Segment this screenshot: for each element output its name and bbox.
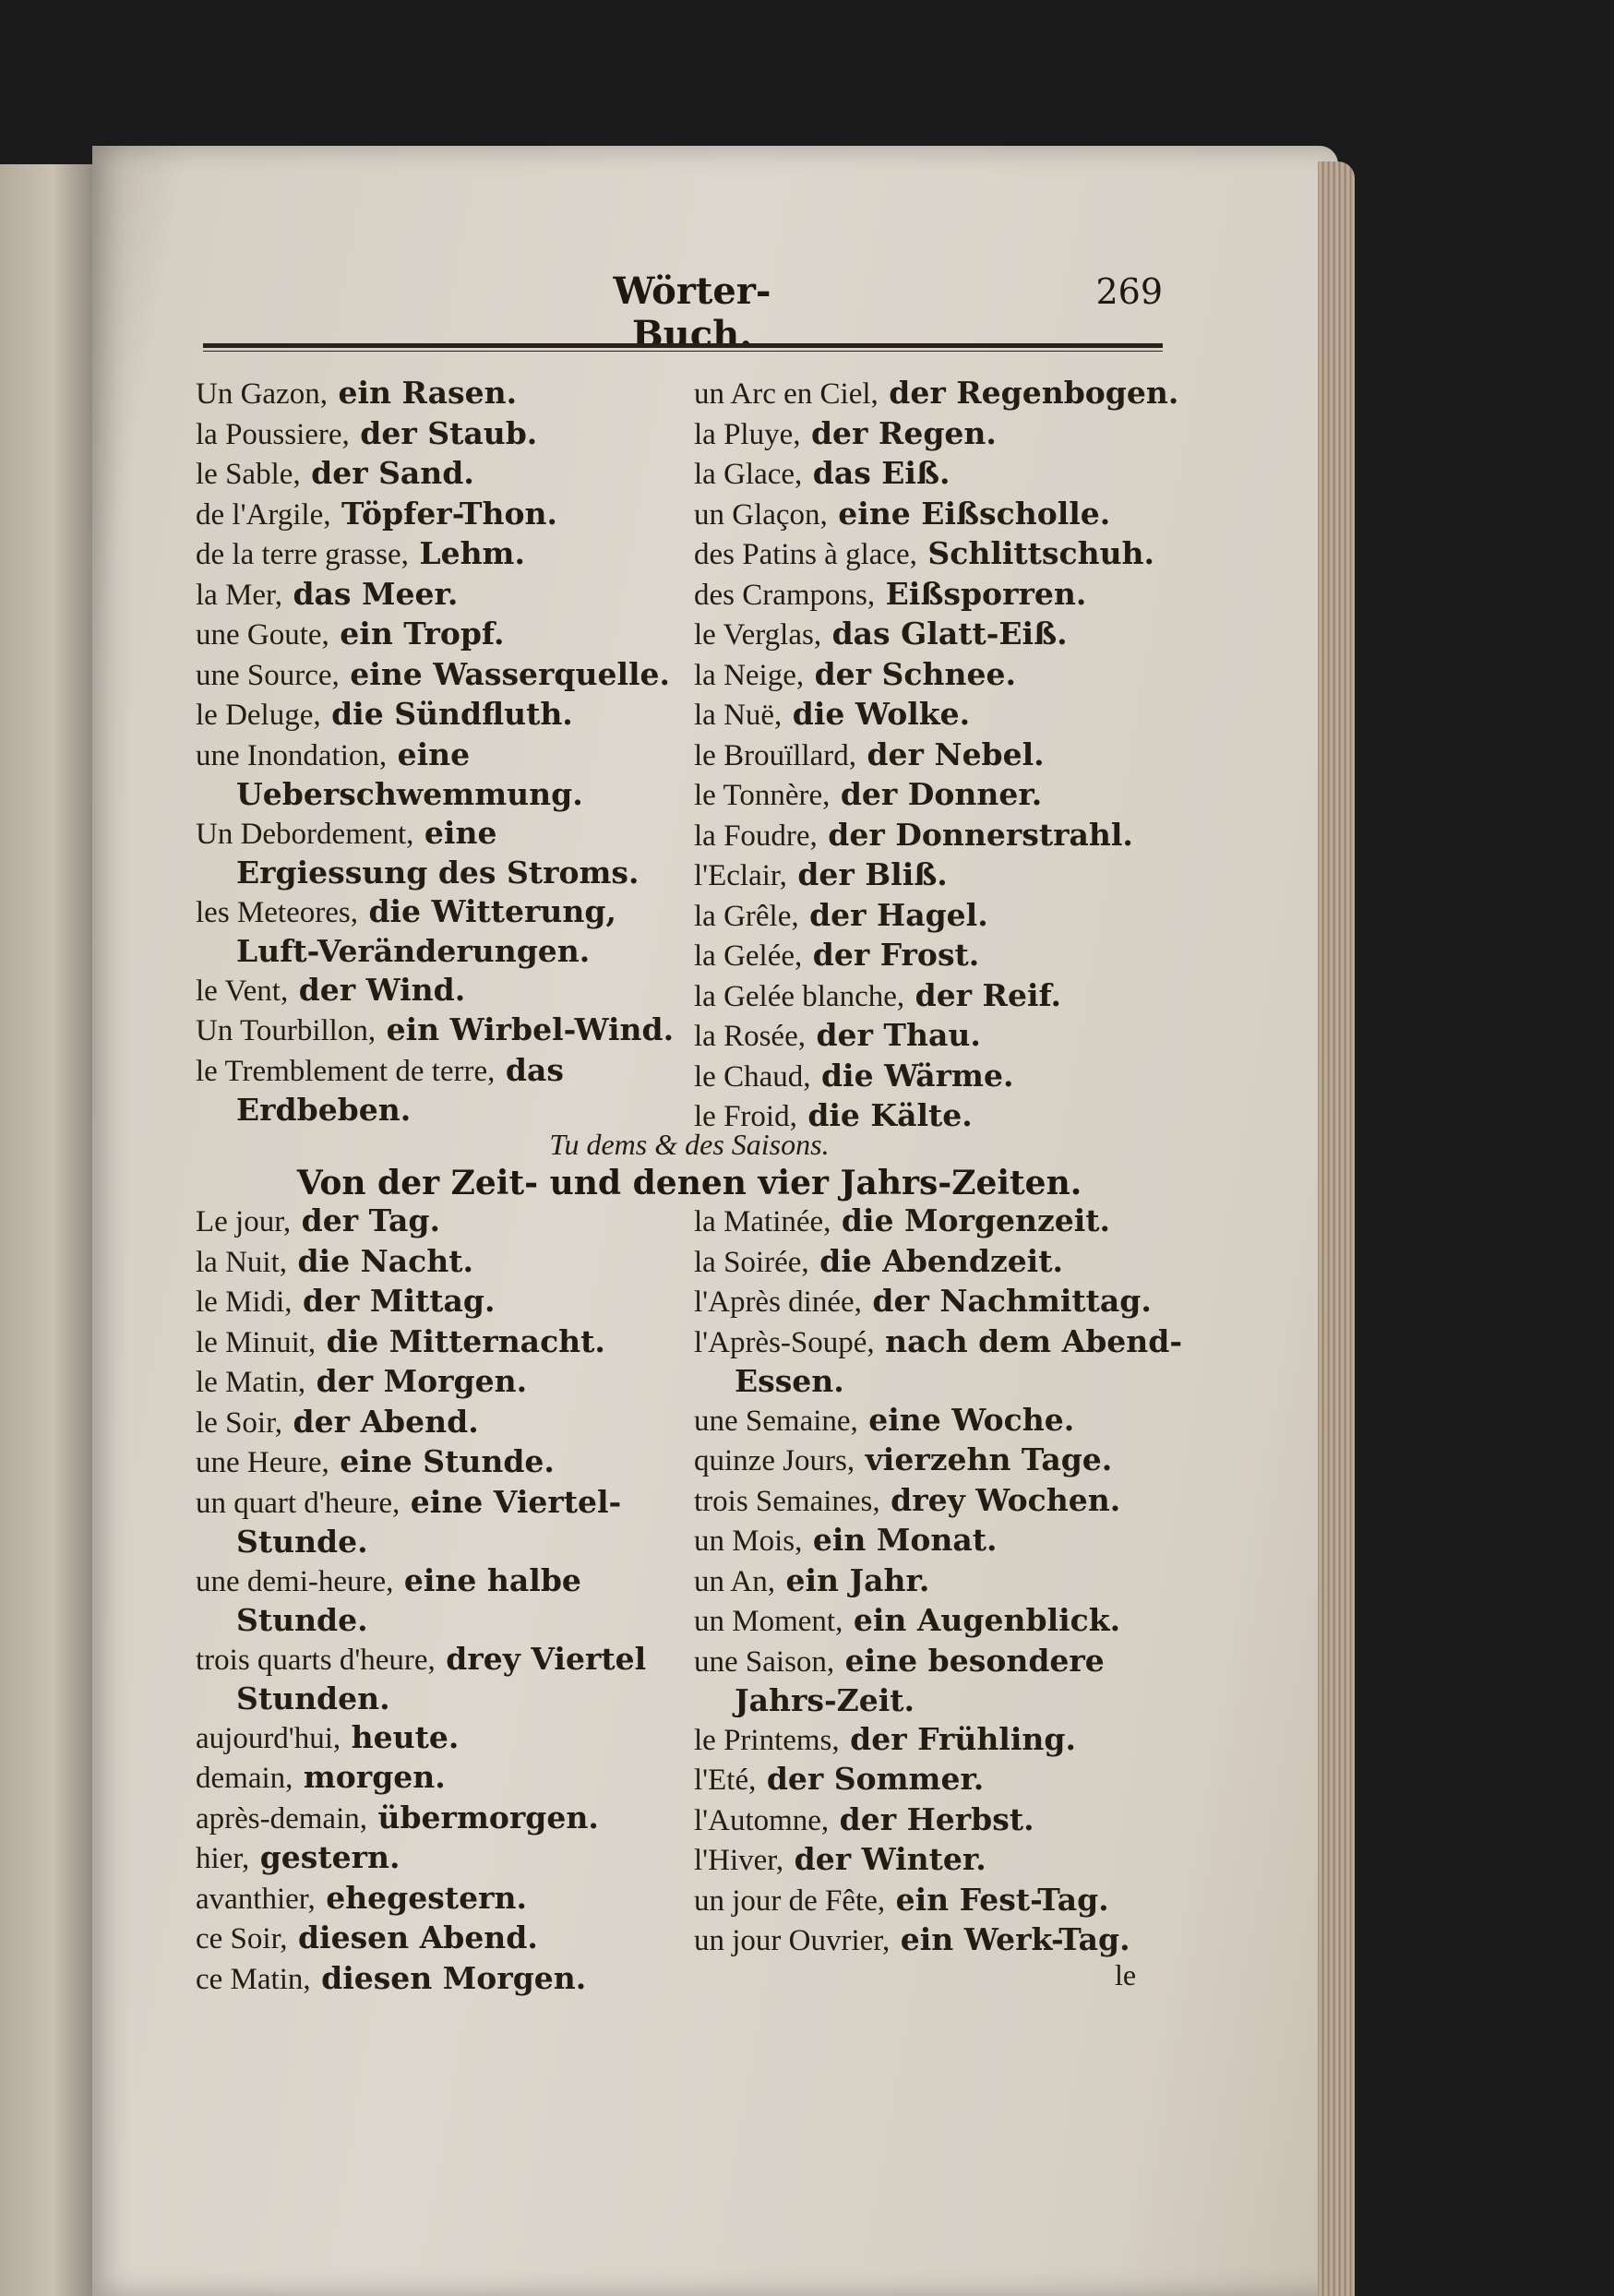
dictionary-entry [694,1920,1183,1961]
german-term: Schlittschuh. [916,535,1155,571]
german-term: das Erdbeben. [236,1051,564,1128]
french-term: la Gelée blanche, [694,979,905,1013]
french-term: une Saison, [694,1644,835,1679]
french-term: trois quarts d'heure, [196,1643,436,1677]
german-term: ein Rasen. [327,375,518,411]
french-term: la Matinée, [694,1205,831,1238]
french-term: la Neige, [694,658,805,692]
german-term: die Abendzeit. [808,1242,1063,1279]
french-term: l'Eté, [694,1764,757,1797]
german-term: morgen. [293,1759,446,1795]
german-term: der Morgen. [305,1363,528,1399]
french-term: Le jour, [196,1205,292,1238]
french-term: les Meteores, [196,895,358,929]
french-term: le Minuit, [196,1325,317,1359]
german-term: der Herbst. [829,1800,1034,1837]
dictionary-entry [694,855,1183,896]
dictionary-entry [694,1202,1183,1242]
french-term: une Source, [196,658,340,692]
german-term: eine halbe Stunde. [236,1561,581,1638]
dictionary-entry [694,414,1183,455]
dictionary-entry [694,575,1183,616]
section-title-german: Von der Zeit- und denen vier Jahrs-Zeiten. [296,1164,1082,1202]
french-term: une Goute, [196,618,329,652]
french-term: la Soirée, [694,1245,809,1279]
french-term: un Mois, [694,1525,803,1558]
dictionary-entry [196,414,675,455]
dictionary-entry [694,1642,1183,1720]
dictionary-entry [694,1441,1183,1481]
dictionary-entry [694,1401,1183,1441]
german-term: eine Stunde. [329,1443,555,1479]
french-term: un Glaçon, [694,497,828,532]
dictionary-entry [694,1481,1183,1522]
dictionary-entry [196,655,675,696]
german-term: der Frost. [802,937,980,973]
german-term: die Witterung, Luft-Veränderungen. [236,892,616,969]
running-header [185,269,1163,356]
french-term: l'Hiver, [694,1844,784,1877]
german-term: eine Viertel-Stunde. [236,1483,622,1560]
german-term: eine besondere Jahrs-Zeit. [735,1642,1105,1718]
german-term: Eißsporren. [875,575,1087,612]
german-term: der Nachmittag. [861,1283,1152,1319]
dictionary-entry [196,1959,675,2000]
french-term: un An, [694,1564,776,1598]
french-term: hier, [196,1842,250,1875]
french-term: de l'Argile, [196,497,331,532]
catchword: le [1115,1958,1137,1991]
french-term: un Moment, [694,1605,843,1638]
german-term: die Kälte. [796,1097,973,1133]
german-term: die Wolke. [782,696,971,732]
dictionary-entry [196,1442,675,1483]
dictionary-entry [196,1202,675,1242]
french-term: la Foudre, [694,819,818,853]
german-term: Töpfer-Thon. [330,495,557,532]
german-term: der Winter. [783,1841,986,1877]
french-term: ce Soir, [196,1922,288,1955]
dictionary-entry [196,1879,675,1919]
dictionary-entry [694,1561,1183,1602]
french-term: la Mer, [196,578,282,612]
french-term: une Semaine, [694,1404,858,1438]
french-term: la Pluye, [694,417,801,451]
dictionary-entry [196,1718,675,1759]
dictionary-entry [694,775,1183,816]
french-term: une demi-heure, [196,1564,394,1598]
french-term: la Poussiere, [196,417,350,451]
german-term: der Reif. [904,976,1062,1013]
french-term: la Glace, [694,458,803,491]
german-term: drey Wochen. [879,1481,1121,1518]
french-term: la Gelée, [694,939,803,973]
french-term: Un Gazon, [196,377,328,411]
french-term: quinze Jours, [694,1444,855,1477]
german-term: der Regen. [800,414,997,451]
dictionary-entry [694,1881,1183,1921]
dictionary-entry [196,1242,675,1283]
running-title: Wörter-Buch. [613,269,771,356]
french-term: un jour Ouvrier, [694,1924,891,1957]
german-term: die Wärme. [810,1057,1014,1094]
dictionary-entry [694,534,1183,575]
french-term: un jour de Fête, [694,1883,886,1918]
german-term: gestern. [249,1839,401,1875]
german-term: der Thau. [805,1017,981,1053]
right-column-time [694,1202,1183,1961]
facing-page-edge [0,164,96,2296]
dictionary-entry [196,1799,675,1839]
french-term: une Inondation, [196,738,388,772]
german-term: der Hagel. [798,896,988,933]
french-term: des Patins à glace, [694,538,917,571]
french-term: le Printems, [694,1723,840,1757]
dictionary-entry [694,1521,1183,1561]
dictionary-entry [694,1840,1183,1881]
dictionary-entry [694,615,1183,655]
dictionary-entry [694,454,1183,495]
german-term: ein Augenblick. [843,1602,1121,1638]
dictionary-entry [694,1720,1183,1761]
dictionary-entry [196,1362,675,1403]
dictionary-entry [694,1016,1183,1057]
french-term: demain, [196,1762,293,1795]
left-column-weather [196,374,675,1130]
french-term: un Arc en Ciel, [694,377,879,411]
german-term: drey Viertel Stunden. [236,1640,647,1716]
page-number: 269 [1095,271,1163,312]
french-term: aujourd'hui, [196,1721,341,1755]
german-term: der Abend. [282,1403,479,1440]
german-term: die Nacht. [286,1242,473,1279]
page-stack-edge [1318,161,1355,2296]
german-term: ein Jahr. [775,1561,930,1598]
dictionary-entry [196,1838,675,1879]
german-term: eine Wasserquelle. [339,655,671,692]
french-term: la Nuë, [694,699,783,732]
dictionary-entry [196,1919,675,1959]
german-term: ein Monat. [802,1522,998,1558]
german-term: eine Ueberschwemmung. [236,735,583,812]
french-term: le Deluge, [196,699,321,732]
french-term: un quart d'heure, [196,1486,401,1520]
german-term: der Frühling. [839,1720,1076,1757]
dictionary-entry [196,1561,675,1640]
dictionary-entry [694,1760,1183,1800]
dictionary-entry [196,1403,675,1443]
german-term: ein Werk-Tag. [890,1921,1130,1957]
header-rule [203,343,1163,352]
dictionary-entry [694,695,1183,735]
german-term: ein Tropf. [329,616,505,652]
dictionary-entry [196,1282,675,1322]
french-term: Un Tourbillon, [196,1014,377,1047]
german-term: der Schnee. [804,655,1016,692]
french-term: l'Après-Soupé, [694,1325,875,1359]
dictionary-entry [196,575,675,616]
german-term: der Tag. [291,1202,440,1238]
french-term: la Grêle, [694,899,799,933]
german-term: der Staub. [349,414,538,451]
german-term: der Sand. [300,455,474,491]
dictionary-entry [694,816,1183,856]
french-term: ce Matin, [196,1962,311,1996]
german-term: die Morgenzeit. [831,1202,1111,1238]
german-term: die Sündfluth. [320,696,573,732]
dictionary-entry [196,1758,675,1799]
french-term: le Froid, [694,1100,797,1133]
french-term: avanthier, [196,1882,316,1916]
dictionary-entry [694,936,1183,976]
dictionary-entry [694,1242,1183,1283]
french-term: des Crampons, [694,578,876,612]
german-term: die Mitternacht. [316,1322,605,1359]
french-term: après-demain, [196,1801,367,1836]
dictionary-entry [196,374,675,414]
dictionary-entry [694,1282,1183,1322]
french-term: le Brouïllard, [694,738,856,772]
german-term: der Sommer. [756,1761,985,1797]
french-term: le Sable, [196,458,301,491]
german-term: übermorgen. [367,1799,599,1836]
dictionary-entry [196,615,675,655]
french-term: trois Semaines, [694,1484,880,1518]
french-term: Un Debordement, [196,817,414,851]
french-term: le Midi, [196,1286,293,1319]
dictionary-entry [694,1057,1183,1097]
german-term: der Donner. [830,776,1043,812]
dictionary-entry [694,1800,1183,1841]
french-term: le Chaud, [694,1059,811,1094]
german-term: der Wind. [288,971,466,1008]
french-term: le Vent, [196,974,289,1008]
dictionary-entry [196,735,675,814]
german-term: das Eiß. [802,455,950,491]
german-term: der Nebel. [855,735,1045,772]
french-term: l'Automne, [694,1803,830,1837]
section-title-french: Tu dems & des Saisons. [549,1128,830,1161]
dictionary-entry [196,534,675,575]
dictionary-entry [196,1640,675,1718]
dictionary-entry [694,655,1183,696]
dictionary-entry [196,892,675,971]
german-term: das Glatt-Eiß. [821,616,1068,652]
german-term: der Mittag. [292,1283,496,1319]
section-heading [196,1126,1183,1203]
dictionary-entry [694,735,1183,776]
french-term: une Heure, [196,1446,329,1479]
german-term: ein Wirbel-Wind. [376,1011,675,1047]
right-column-weather [694,374,1183,1137]
dictionary-entry [694,896,1183,937]
german-term: diesen Abend. [287,1919,538,1955]
dictionary-entry [694,1322,1183,1401]
dictionary-entry [694,495,1183,535]
left-column-time [196,1202,675,1999]
german-term: ein Fest-Tag. [885,1881,1109,1918]
french-term: le Tremblement de terre, [196,1054,496,1088]
dictionary-entry [694,976,1183,1017]
dictionary-entry [196,971,675,1011]
dictionary-entry [694,1601,1183,1642]
french-term: la Nuit, [196,1245,287,1279]
dictionary-entry [196,495,675,535]
dictionary-entry [196,814,675,892]
french-term: le Matin, [196,1366,306,1399]
german-term: heute. [341,1718,460,1755]
french-term: le Verglas, [694,618,822,652]
french-term: de la terre grasse, [196,538,409,571]
french-term: le Soir, [196,1405,283,1440]
french-term: l'Après dinée, [694,1286,862,1319]
french-term: le Tonnère, [694,779,831,812]
german-term: der Bliß. [786,856,948,892]
french-term: la Rosée, [694,1020,806,1053]
german-term: der Regenbogen. [878,375,1179,411]
dictionary-entry [694,374,1183,414]
french-term: l'Eclair, [694,859,787,892]
german-term: das Meer. [281,575,459,612]
german-term: nach dem Abend-Essen. [735,1322,1183,1399]
german-term: eine Eißscholle. [827,495,1111,532]
dictionary-entry [196,1051,675,1130]
german-term: eine Woche. [857,1401,1075,1438]
dictionary-entry [196,1010,675,1051]
dictionary-entry [196,1322,675,1363]
german-term: vierzehn Tage. [855,1441,1113,1477]
dictionary-entry [196,1483,675,1561]
german-term: ehegestern. [315,1879,527,1916]
dictionary-entry [196,454,675,495]
german-term: Lehm. [408,535,525,571]
german-term: diesen Morgen. [310,1959,587,1996]
german-term: eine Ergiessung des Stroms. [236,814,640,891]
dictionary-entry [196,695,675,735]
german-term: der Donnerstrahl. [817,816,1133,853]
